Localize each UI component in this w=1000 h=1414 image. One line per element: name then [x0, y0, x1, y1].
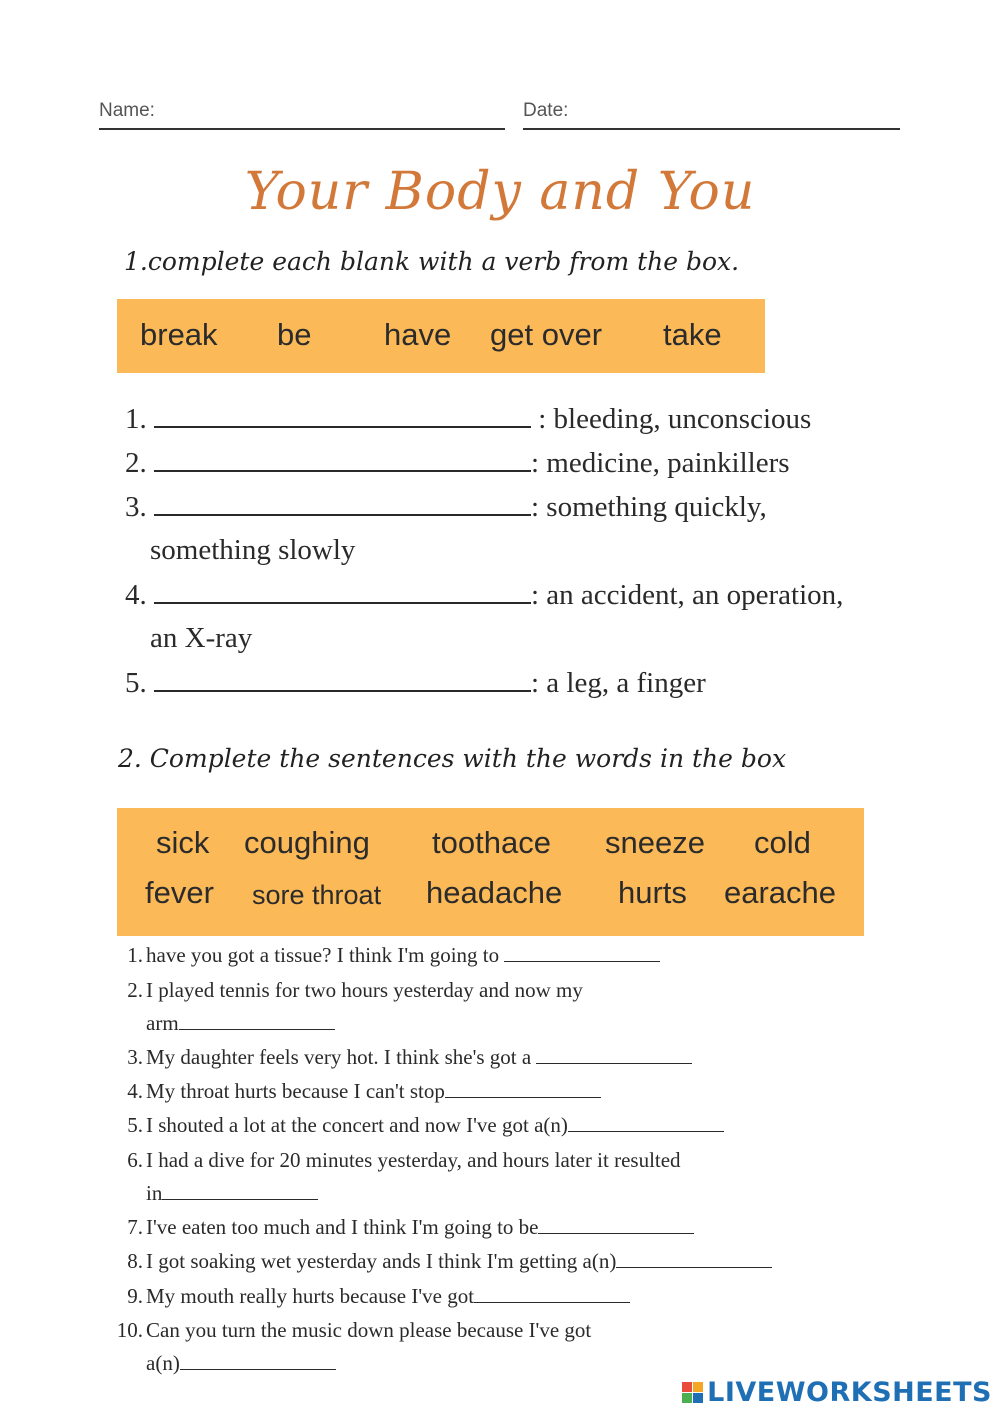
- answer-blank[interactable]: [154, 402, 531, 428]
- answer-blank[interactable]: [154, 446, 531, 472]
- answer-blank[interactable]: [154, 578, 531, 604]
- list-item-continuation: [146, 1181, 318, 1206]
- item-number: 5.: [125, 667, 147, 699]
- logo-square: [682, 1382, 692, 1392]
- item-text: have you got a tissue? I think I'm going to: [146, 943, 505, 967]
- name-label: Name:: [99, 100, 155, 121]
- item-text: in: [146, 1181, 163, 1205]
- liveworksheets-logo[interactable]: [682, 1377, 992, 1408]
- section1-heading: 1.complete each blank with a verb from the box.: [124, 247, 740, 276]
- list-item: [115, 943, 660, 968]
- item-text: a(n): [146, 1351, 180, 1375]
- word-bank-item: be: [277, 317, 312, 352]
- word-bank-item: coughing: [244, 825, 370, 860]
- item-number: 6.: [127, 1148, 143, 1172]
- item-text: I've eaten too much and I think I'm going to be: [146, 1215, 539, 1239]
- item-text: I played tennis for two hours yesterday and now my: [146, 978, 583, 1002]
- item-text: : medicine, painkillers: [531, 447, 790, 479]
- answer-blank[interactable]: [538, 1217, 694, 1234]
- brand-name: LIVEWORKSHEETS: [707, 1377, 992, 1408]
- item-text: I shouted a lot at the concert and now I've got a(n): [146, 1113, 568, 1137]
- list-item-continuation: [146, 1351, 336, 1376]
- section2-heading: 2. Complete the sentences with the words in the box: [118, 744, 787, 773]
- date-label: Date:: [523, 100, 569, 121]
- list-item: [125, 578, 843, 612]
- list-item: [115, 1113, 724, 1138]
- item-text: My throat hurts because I can't stop: [146, 1079, 445, 1103]
- word-bank-item: take: [663, 317, 722, 352]
- answer-blank[interactable]: [568, 1115, 724, 1132]
- list-item: [125, 490, 767, 524]
- item-number: 4.: [125, 579, 147, 611]
- answer-blank[interactable]: [474, 1286, 630, 1303]
- word-bank-item: sore throat: [252, 880, 382, 910]
- answer-blank[interactable]: [154, 666, 531, 692]
- list-item: [115, 1284, 630, 1309]
- word-bank-item: hurts: [618, 875, 687, 910]
- item-text: I got soaking wet yesterday ands I think I'm getting a(n): [146, 1249, 617, 1273]
- answer-blank[interactable]: [179, 1013, 335, 1030]
- item-text: I had a dive for 20 minutes yesterday, and hours later it resulted: [146, 1148, 681, 1172]
- item-continuation: something slowly: [150, 534, 356, 566]
- item-number: 3.: [125, 491, 147, 523]
- item-number: 1.: [127, 943, 143, 967]
- item-number: 2.: [127, 978, 143, 1002]
- item-text: arm: [146, 1011, 179, 1035]
- item-number: 7.: [127, 1215, 143, 1239]
- date-field-line[interactable]: [523, 128, 900, 130]
- item-text: My mouth really hurts because I've got: [146, 1284, 475, 1308]
- list-item: [125, 666, 706, 700]
- word-bank-item: toothace: [432, 825, 551, 860]
- name-field-line[interactable]: [99, 128, 505, 130]
- word-bank-item: sneeze: [605, 825, 705, 860]
- answer-blank[interactable]: [504, 945, 660, 962]
- word-bank-item: have: [384, 317, 452, 352]
- list-item: [115, 1215, 694, 1240]
- item-number: 5.: [127, 1113, 143, 1137]
- answer-blank[interactable]: [180, 1353, 336, 1370]
- word-bank-item: cold: [754, 825, 811, 860]
- item-number: 8.: [127, 1249, 143, 1273]
- logo-square: [693, 1393, 703, 1403]
- list-item: [125, 446, 790, 480]
- item-number: 9.: [127, 1284, 143, 1308]
- word-bank-item: earache: [724, 875, 837, 910]
- list-item: [115, 1045, 692, 1070]
- logo-square: [682, 1393, 692, 1403]
- word-bank-item: headache: [426, 875, 563, 910]
- word-bank-item: sick: [156, 825, 210, 860]
- list-item: [115, 1249, 772, 1274]
- answer-blank[interactable]: [616, 1251, 772, 1268]
- section2-word-box: [117, 808, 864, 936]
- answer-blank[interactable]: [154, 490, 531, 516]
- logo-grid-icon: [682, 1382, 703, 1403]
- item-text: : bleeding, unconscious: [531, 403, 812, 435]
- logo-square: [693, 1382, 703, 1392]
- word-bank-item: break: [140, 317, 218, 352]
- section1-word-box: [117, 299, 765, 373]
- worksheet-title: Your Body and You: [244, 162, 756, 222]
- list-item: [125, 402, 811, 436]
- item-text: : a leg, a finger: [531, 667, 706, 699]
- item-number: 2.: [125, 447, 147, 479]
- word-bank-item: fever: [145, 875, 214, 910]
- item-number: 4.: [127, 1079, 143, 1103]
- word-bank-item: get over: [490, 317, 603, 352]
- answer-blank[interactable]: [445, 1081, 601, 1098]
- list-item: [115, 1079, 601, 1104]
- answer-blank[interactable]: [162, 1183, 318, 1200]
- item-text: : an accident, an operation,: [531, 579, 844, 611]
- item-number: 10.: [116, 1318, 143, 1342]
- item-number: 1.: [125, 403, 147, 435]
- list-item-continuation: [146, 1011, 335, 1036]
- list-item: [115, 978, 583, 1003]
- item-text: My daughter feels very hot. I think she's got a: [146, 1045, 537, 1069]
- answer-blank[interactable]: [536, 1047, 692, 1064]
- list-item: [115, 1318, 591, 1343]
- item-continuation: an X-ray: [150, 622, 253, 654]
- item-text: : something quickly,: [531, 491, 767, 523]
- item-number: 3.: [127, 1045, 143, 1069]
- list-item: [115, 1148, 681, 1173]
- item-text: Can you turn the music down please because I've got: [146, 1318, 592, 1342]
